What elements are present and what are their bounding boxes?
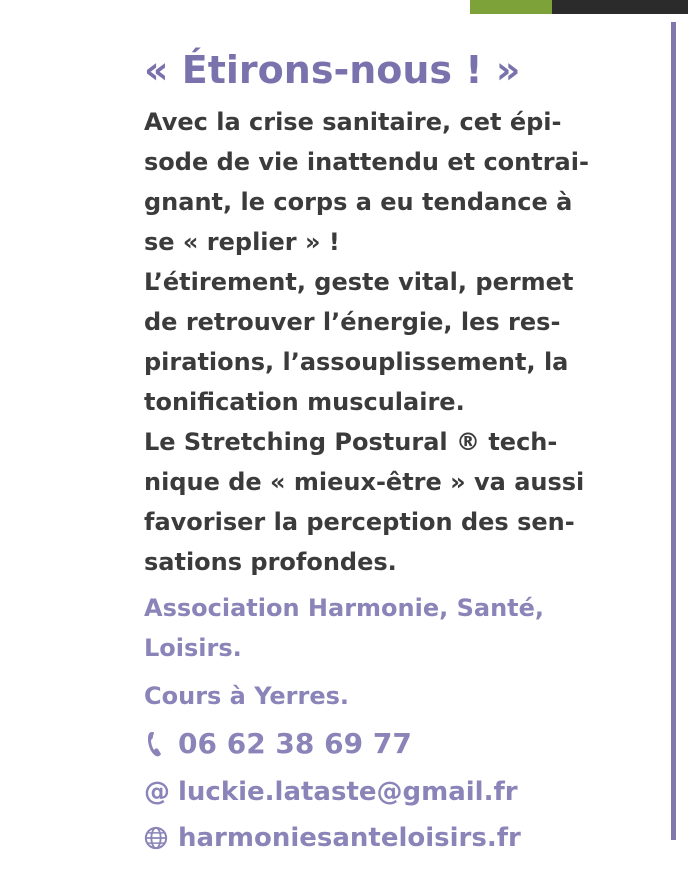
body-line: Le Stretching Postural ® tech-: [144, 428, 558, 456]
body-line: tonification musculaire.: [144, 388, 465, 416]
phone-row[interactable]: [144, 722, 664, 766]
email-row[interactable]: [144, 770, 664, 814]
body-line: gnant, le corps a eu tendance à: [144, 188, 573, 216]
article-body: [144, 102, 664, 582]
right-border-rule: [671, 22, 676, 840]
body-line: se « replier » !: [144, 228, 340, 256]
email-address[interactable]: luckie.lataste@gmail.fr: [178, 777, 518, 807]
body-line: L’étirement, geste vital, permet: [144, 268, 574, 296]
contact-info: [144, 588, 664, 860]
organization-name: [144, 588, 664, 668]
website-link[interactable]: harmoniesanteloisirs.fr: [178, 823, 521, 853]
organization-line: Loisirs.: [144, 634, 242, 662]
at-icon: @: [144, 777, 170, 807]
article-title: « Étirons-nous ! »: [144, 48, 521, 92]
body-line: sode de vie inattendu et contrai-: [144, 148, 589, 176]
article: [144, 40, 664, 860]
website-row[interactable]: [144, 816, 664, 860]
location-text: Cours à Yerres.: [144, 682, 350, 710]
body-line: de retrouver l’énergie, les res-: [144, 308, 561, 336]
body-line: favoriser la perception des sen-: [144, 508, 575, 536]
body-line: nique de « mieux-être » va aussi: [144, 468, 585, 496]
globe-icon: [144, 823, 168, 853]
phone-number[interactable]: 06 62 38 69 77: [178, 727, 412, 760]
phone-icon: [144, 729, 168, 759]
body-line: pirations, l’assouplissement, la: [144, 348, 569, 376]
body-line: Avec la crise sanitaire, cet épi-: [144, 108, 562, 136]
body-line: sations profondes.: [144, 548, 397, 576]
section-header-tab: [470, 0, 688, 14]
section-header-accent: [470, 0, 552, 14]
organization-line: Association Harmonie, Santé,: [144, 594, 545, 622]
